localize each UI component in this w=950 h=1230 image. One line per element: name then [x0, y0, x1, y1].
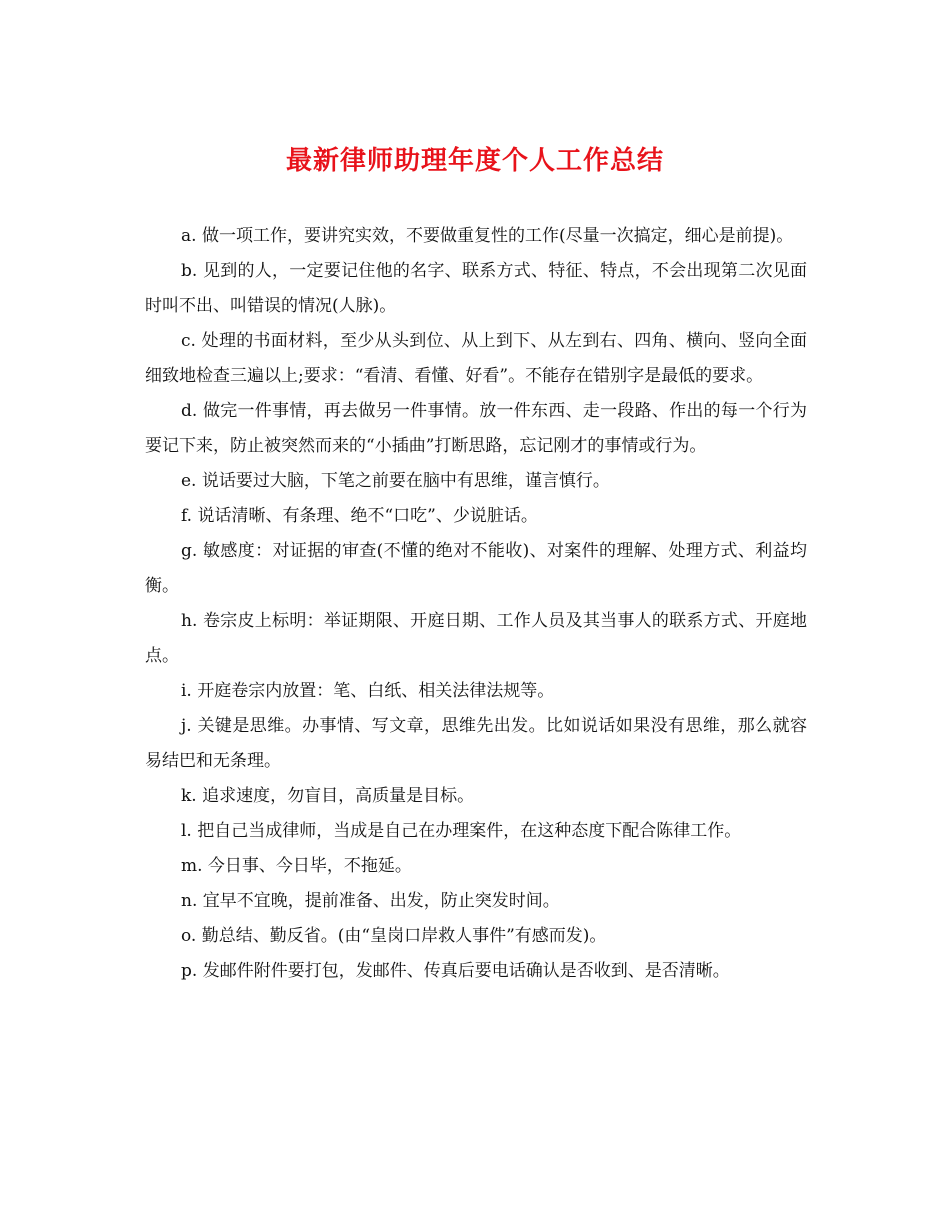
paragraph-e: e. 说话要过大脑，下笔之前要在脑中有思维，谨言慎行。	[181, 471, 610, 491]
paragraph-g: g. 敏感度：对证据的审查(不懂的绝对不能收)、对案件的理解、处理方式、利益均衡。	[145, 541, 807, 596]
paragraph-a: a. 做一项工作，要讲究实效，不要做重复性的工作(尽量一次搞定，细心是前提)。	[181, 226, 794, 246]
paragraph-j: j. 关键是思维。办事情、写文章，思维先出发。比如说话如果没有思维，那么就容易结巴和无条理。	[145, 716, 807, 771]
paragraph-l: l. 把自己当成律师，当成是自己在办理案件，在这种态度下配合陈律工作。	[181, 821, 742, 841]
paragraph-o: o. 勤总结、勤反省。(由“皇岗口岸救人事件”有感而发)。	[181, 926, 607, 946]
paragraph-m: m. 今日事、今日毕，不拖延。	[181, 856, 412, 876]
document-title: 最新律师助理年度个人工作总结	[285, 146, 664, 176]
paragraph-f: f. 说话清晰、有条理、绝不“口吃”、少说脏话。	[181, 506, 538, 526]
paragraph-c: c. 处理的书面材料，至少从头到位、从上到下、从左到右、四角、横向、竖向全面细致地检查三遍以上;要求：“看清、看懂、好看”。不能存在错别字是最低的要求。	[145, 331, 807, 386]
paragraph-i: i. 开庭卷宗内放置：笔、白纸、相关法律法规等。	[181, 681, 555, 701]
paragraph-n: n. 宜早不宜晚，提前准备、出发，防止突发时间。	[181, 891, 560, 911]
paragraph-h: h. 卷宗皮上标明：举证期限、开庭日期、工作人员及其当事人的联系方式、开庭地点。	[145, 611, 807, 666]
paragraph-p: p. 发邮件附件要打包，发邮件、传真后要电话确认是否收到、是否清晰。	[181, 961, 730, 981]
paragraph-k: k. 追求速度，勿盲目，高质量是目标。	[181, 786, 475, 806]
paragraph-b: b. 见到的人，一定要记住他的名字、联系方式、特征、特点，不会出现第二次见面时叫不出、叫错误的情况(人脉)。	[145, 261, 807, 316]
paragraph-d: d. 做完一件事情，再去做另一件事情。放一件东西、走一段路、作出的每一个行为要记下来，防止被突然而来的“小插曲”打断思路，忘记刚才的事情或行为。	[145, 401, 807, 456]
document-body	[145, 219, 807, 989]
